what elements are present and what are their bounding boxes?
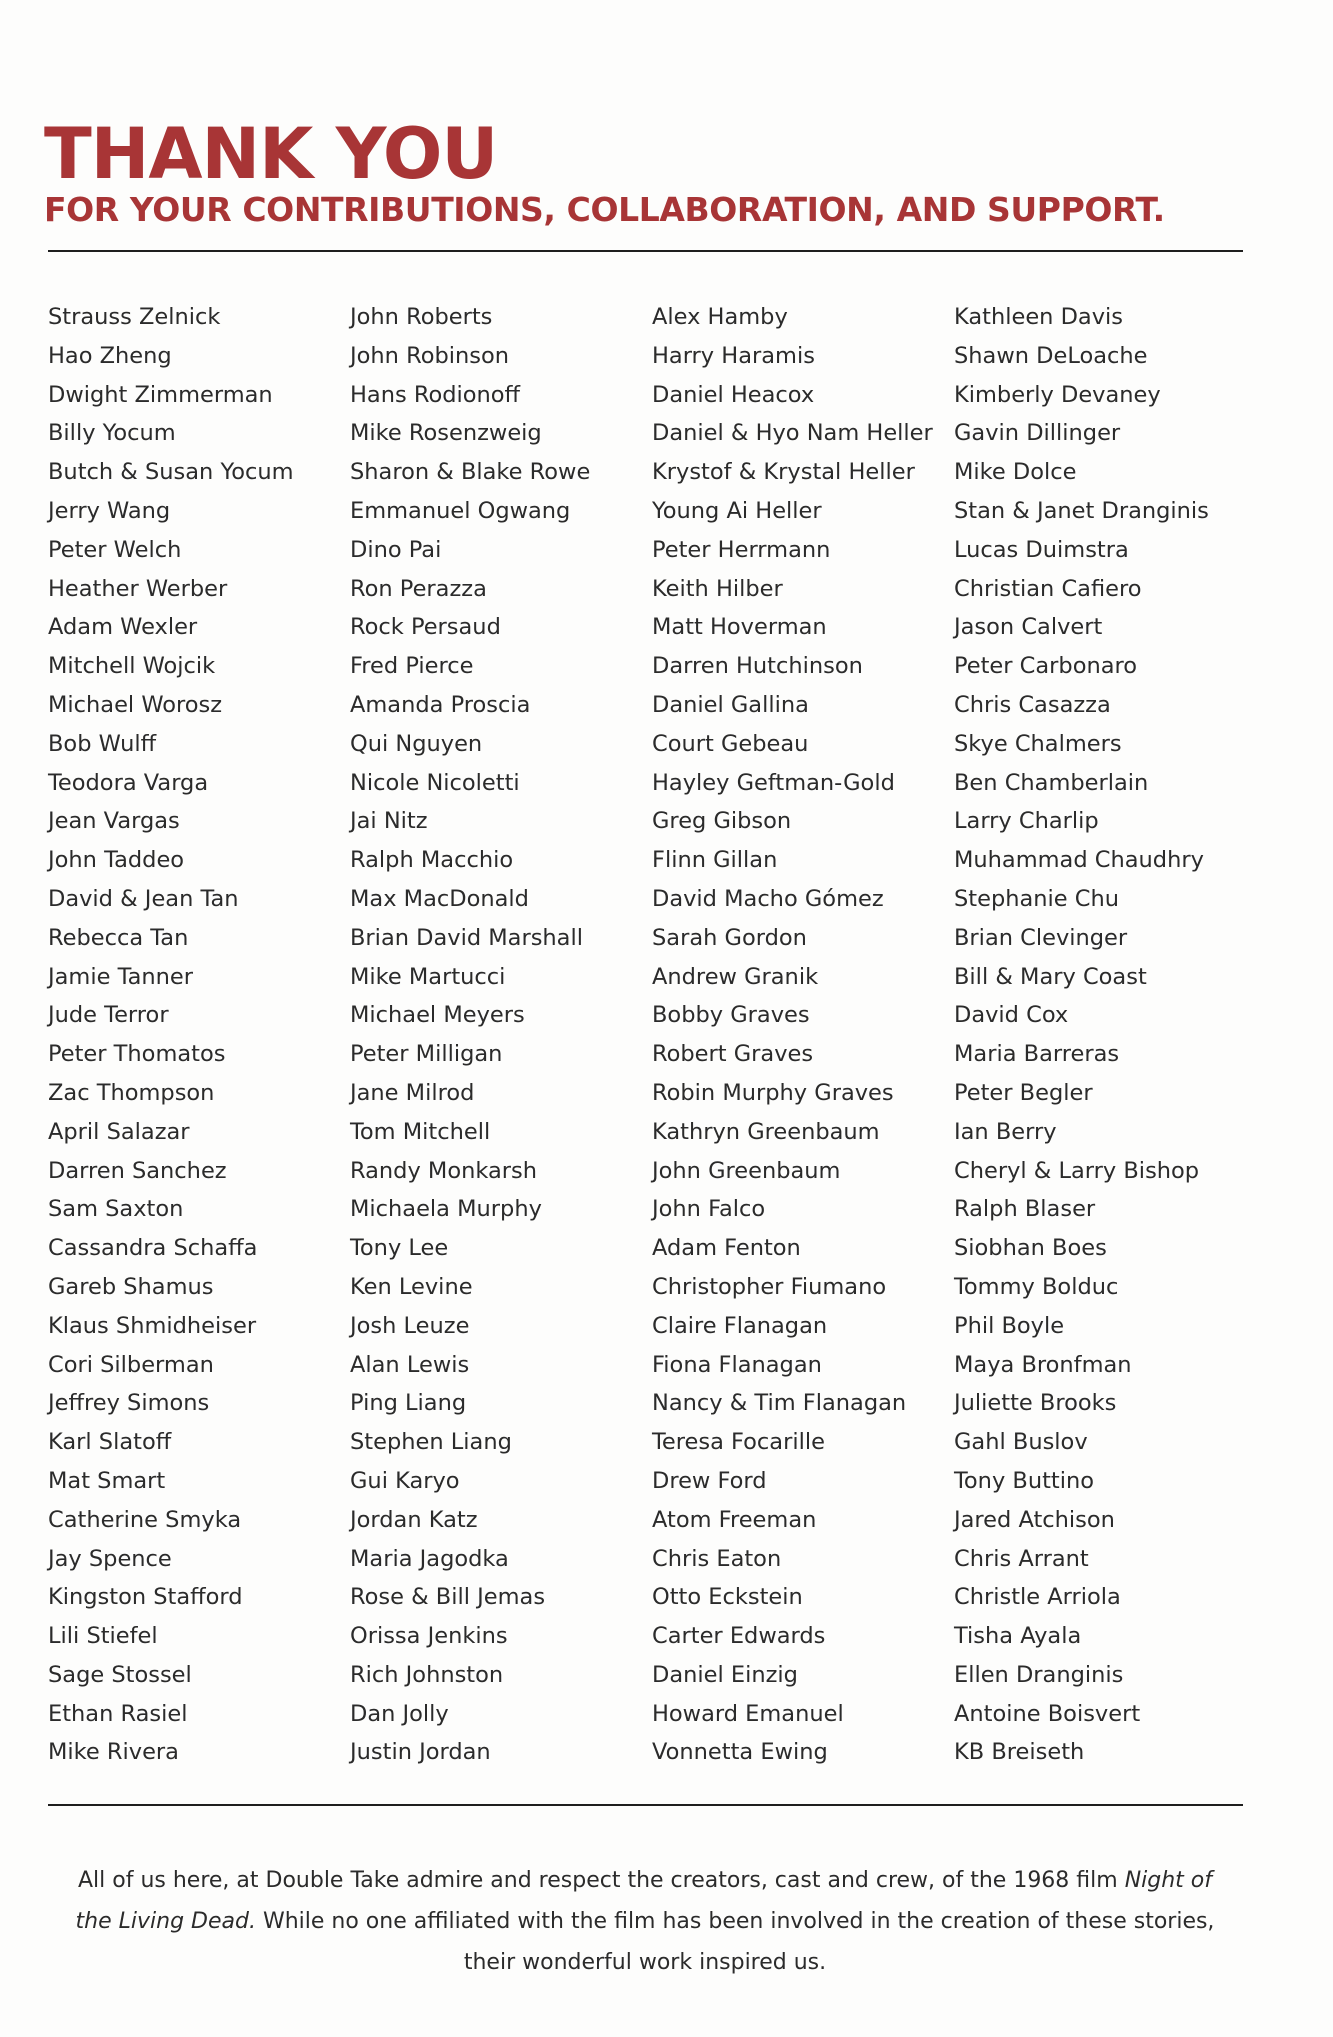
contributor-name: Justin Jordan [350,1739,491,1766]
contributor-name: Nancy & Tim Flanagan [652,1390,907,1417]
contributor-name: Phil Boyle [954,1312,1065,1339]
contributor-name: David Macho Gómez [652,885,884,912]
contributor-name: Jerry Wang [48,497,171,524]
contributor-name: Chris Casazza [954,691,1111,718]
contributor-name: Gareb Shamus [48,1273,214,1300]
contributor-name: Bob Wulff [48,730,157,757]
contributor-name: Heather Werber [48,575,228,602]
contributor-name: Michaela Murphy [350,1196,542,1223]
contributor-name: Nicole Nicoletti [350,769,520,796]
contributor-name: Jared Atchison [954,1506,1115,1533]
contributor-name: Billy Yocum [48,420,176,447]
contributor-name: Fiona Flanagan [652,1351,822,1378]
contributor-name: Darren Hutchinson [652,653,863,680]
top-divider [48,250,1243,252]
contributor-name: Jane Milrod [350,1079,475,1106]
contributor-name: Sharon & Blake Rowe [350,459,591,486]
contributor-name: Bill & Mary Coast [954,963,1147,990]
contributor-name: Maria Barreras [954,1041,1120,1068]
contributor-name: John Roberts [350,304,493,330]
contributor-name: Christle Arriola [954,1584,1121,1611]
contributor-name: John Robinson [350,342,510,369]
contributor-name: Tony Buttino [954,1467,1095,1494]
contributor-name: Darren Sanchez [48,1157,227,1184]
contributor-name: Juliette Brooks [954,1390,1117,1417]
contributor-name: Lucas Duimstra [954,536,1129,563]
contributor-name: Zac Thompson [48,1079,215,1106]
contributor-name: Jordan Katz [350,1506,478,1533]
contributor-name: Atom Freeman [652,1506,817,1533]
contributor-name: Robert Graves [652,1041,814,1068]
contributor-name: Daniel Heacox [652,381,815,408]
footer-note [60,1860,1230,1983]
contributor-name: John Taddeo [48,847,185,874]
contributor-name: Siobhan Boes [954,1235,1107,1262]
contributor-name: Ping Liang [350,1390,467,1417]
contributor-name: Strauss Zelnick [48,304,221,330]
contributor-name: Tony Lee [350,1235,449,1262]
contributor-name: Sam Saxton [48,1196,184,1223]
contributor-name: Rebecca Tan [48,924,189,951]
contributor-name: Shawn DeLoache [954,342,1148,369]
contributor-name: Ken Levine [350,1273,473,1300]
contributor-name: Robin Murphy Graves [652,1079,894,1106]
contributor-names [48,298,1268,1768]
contributor-name: Michael Meyers [350,1002,525,1029]
contributor-name: Adam Wexler [48,614,198,641]
contributor-name: Drew Ford [652,1467,767,1494]
contributor-name: Chris Arrant [954,1545,1089,1572]
names-column-2 [350,298,590,1772]
contributor-name: Kingston Stafford [48,1584,243,1611]
contributor-name: Fred Pierce [350,653,474,680]
contributor-name: Jude Terror [48,1002,169,1029]
contributor-name: Peter Herrmann [652,536,831,563]
contributor-name: Krystof & Krystal Heller [652,459,915,486]
contributor-name: Jason Calvert [954,614,1103,641]
contributor-name: Young Ai Heller [652,497,822,524]
contributor-name: Jean Vargas [48,808,180,835]
contributor-name: Mike Martucci [350,963,506,990]
page-title: THANK YOU [44,113,498,195]
contributor-name: Stephanie Chu [954,885,1120,912]
contributor-name: Daniel & Hyo Nam Heller [652,420,933,447]
contributor-name: Michael Worosz [48,691,223,718]
contributor-name: Stephen Liang [350,1429,512,1456]
contributor-name: Daniel Gallina [652,691,809,718]
contributor-name: David & Jean Tan [48,885,239,912]
contributor-name: Ellen Dranginis [954,1661,1124,1688]
contributor-name: Gahl Buslov [954,1429,1088,1456]
contributor-name: Skye Chalmers [954,730,1122,757]
contributor-name: Howard Emanuel [652,1700,844,1727]
contributor-name: Harry Haramis [652,342,815,369]
contributor-name: Teresa Focarille [652,1429,825,1456]
contributor-name: Otto Eckstein [652,1584,803,1611]
contributor-name: Sarah Gordon [652,924,807,951]
contributor-name: Hayley Geftman-Gold [652,769,895,796]
contributor-name: John Greenbaum [652,1157,841,1184]
contributor-name: Daniel Einzig [652,1661,798,1688]
contributor-name: Ralph Macchio [350,847,514,874]
page-subtitle: FOR YOUR CONTRIBUTIONS, COLLABORATION, AND SUPPORT. [44,190,1165,229]
contributor-name: Muhammad Chaudhry [954,847,1204,874]
footer-text-1: All of us here, at Double Take admire and respect the creators, cast and crew, of the 1968 film [77,1868,1125,1893]
contributor-name: Randy Monkarsh [350,1157,538,1184]
contributor-name: Emmanuel Ogwang [350,497,571,524]
contributor-name: Vonnetta Ewing [652,1739,828,1766]
contributor-name: Amanda Proscia [350,691,531,718]
contributor-name: Peter Milligan [350,1041,503,1068]
contributor-name: Keith Hilber [652,575,783,602]
contributor-name: Orissa Jenkins [350,1623,508,1650]
contributor-name: Peter Carbonaro [954,653,1138,680]
contributor-name: Dan Jolly [350,1700,449,1727]
contributor-name: Matt Hoverman [652,614,827,641]
contributor-name: Dwight Zimmerman [48,381,273,408]
contributor-name: Peter Thomatos [48,1041,226,1068]
contributor-name: Jeffrey Simons [48,1390,210,1417]
contributor-name: Alan Lewis [350,1351,470,1378]
contributor-name: Butch & Susan Yocum [48,459,294,486]
contributor-name: Mike Rivera [48,1739,179,1766]
names-column-4 [954,298,1209,1772]
footer-text-2: While no one affiliated with the film has been involved in the creation of these stories, their wonderful work inspired us. [255,1909,1215,1975]
contributor-name: Ron Perazza [350,575,487,602]
contributor-name: Karl Slatoff [48,1429,172,1456]
contributor-name: Dino Pai [350,536,442,563]
names-column-3 [652,298,933,1772]
contributor-name: Tommy Bolduc [954,1273,1119,1300]
contributor-name: Mike Dolce [954,459,1077,486]
contributor-name: Alex Hamby [652,304,788,330]
contributor-name: Christian Cafiero [954,575,1142,602]
names-column-1 [48,298,294,1772]
contributor-name: Cori Silberman [48,1351,214,1378]
contributor-name: Sage Stossel [48,1661,192,1688]
contributor-name: Ralph Blaser [954,1196,1096,1223]
contributor-name: Teodora Varga [48,769,209,796]
contributor-name: Jai Nitz [350,808,428,835]
contributor-name: Andrew Granik [652,963,819,990]
contributor-name: Cheryl & Larry Bishop [954,1157,1200,1184]
contributor-name: Greg Gibson [652,808,792,835]
contributor-name: Larry Charlip [954,808,1099,835]
contributor-name: Ian Berry [954,1118,1057,1145]
contributor-name: Bobby Graves [652,1002,810,1029]
contributor-name: Peter Begler [954,1079,1093,1106]
contributor-name: Gavin Dillinger [954,420,1121,447]
contributor-name: Kathleen Davis [954,304,1123,330]
contributor-name: Rock Persaud [350,614,501,641]
contributor-name: Brian David Marshall [350,924,583,951]
contributor-name: Court Gebeau [652,730,809,757]
contributor-name: Tisha Ayala [954,1623,1082,1650]
contributor-name: Max MacDonald [350,885,529,912]
contributor-name: Brian Clevinger [954,924,1128,951]
contributor-name: Mitchell Wojcik [48,653,216,680]
contributor-name: Klaus Shmidheiser [48,1312,257,1339]
contributor-name: Jay Spence [48,1545,172,1572]
contributor-name: Hao Zheng [48,342,172,369]
contributor-name: Christopher Fiumano [652,1273,887,1300]
contributor-name: April Salazar [48,1118,190,1145]
contributor-name: Jamie Tanner [48,963,194,990]
contributor-name: Chris Eaton [652,1545,782,1572]
contributor-name: Ethan Rasiel [48,1700,188,1727]
contributor-name: Tom Mitchell [350,1118,491,1145]
contributor-name: Catherine Smyka [48,1506,242,1533]
contributor-name: Stan & Janet Dranginis [954,497,1209,524]
contributor-name: Peter Welch [48,536,182,563]
contributor-name: Maria Jagodka [350,1545,509,1572]
contributor-name: Hans Rodionoff [350,381,521,408]
contributor-name: Josh Leuze [350,1312,470,1339]
contributor-name: Qui Nguyen [350,730,483,757]
contributor-name: Maya Bronfman [954,1351,1132,1378]
contributor-name: Claire Flanagan [652,1312,828,1339]
contributor-name: Antoine Boisvert [954,1700,1141,1727]
contributor-name: Ben Chamberlain [954,769,1149,796]
contributor-name: Flinn Gillan [652,847,778,874]
contributor-name: David Cox [954,1002,1069,1029]
contributor-name: John Falco [652,1196,766,1223]
film-title: Night of the Living Dead. [75,1868,1213,1934]
contributor-name: Gui Karyo [350,1467,460,1494]
contributor-name: Kimberly Devaney [954,381,1161,408]
contributor-name: Rich Johnston [350,1661,504,1688]
contributor-name: KB Breiseth [954,1739,1085,1766]
contributor-name: Lili Stiefel [48,1623,158,1650]
contributor-name: Mike Rosenzweig [350,420,542,447]
contributor-name: Rose & Bill Jemas [350,1584,546,1611]
contributor-name: Mat Smart [48,1467,166,1494]
contributor-name: Adam Fenton [652,1235,801,1262]
contributor-name: Cassandra Schaffa [48,1235,258,1262]
bottom-divider [48,1804,1243,1806]
contributor-name: Kathryn Greenbaum [652,1118,880,1145]
contributor-name: Carter Edwards [652,1623,826,1650]
